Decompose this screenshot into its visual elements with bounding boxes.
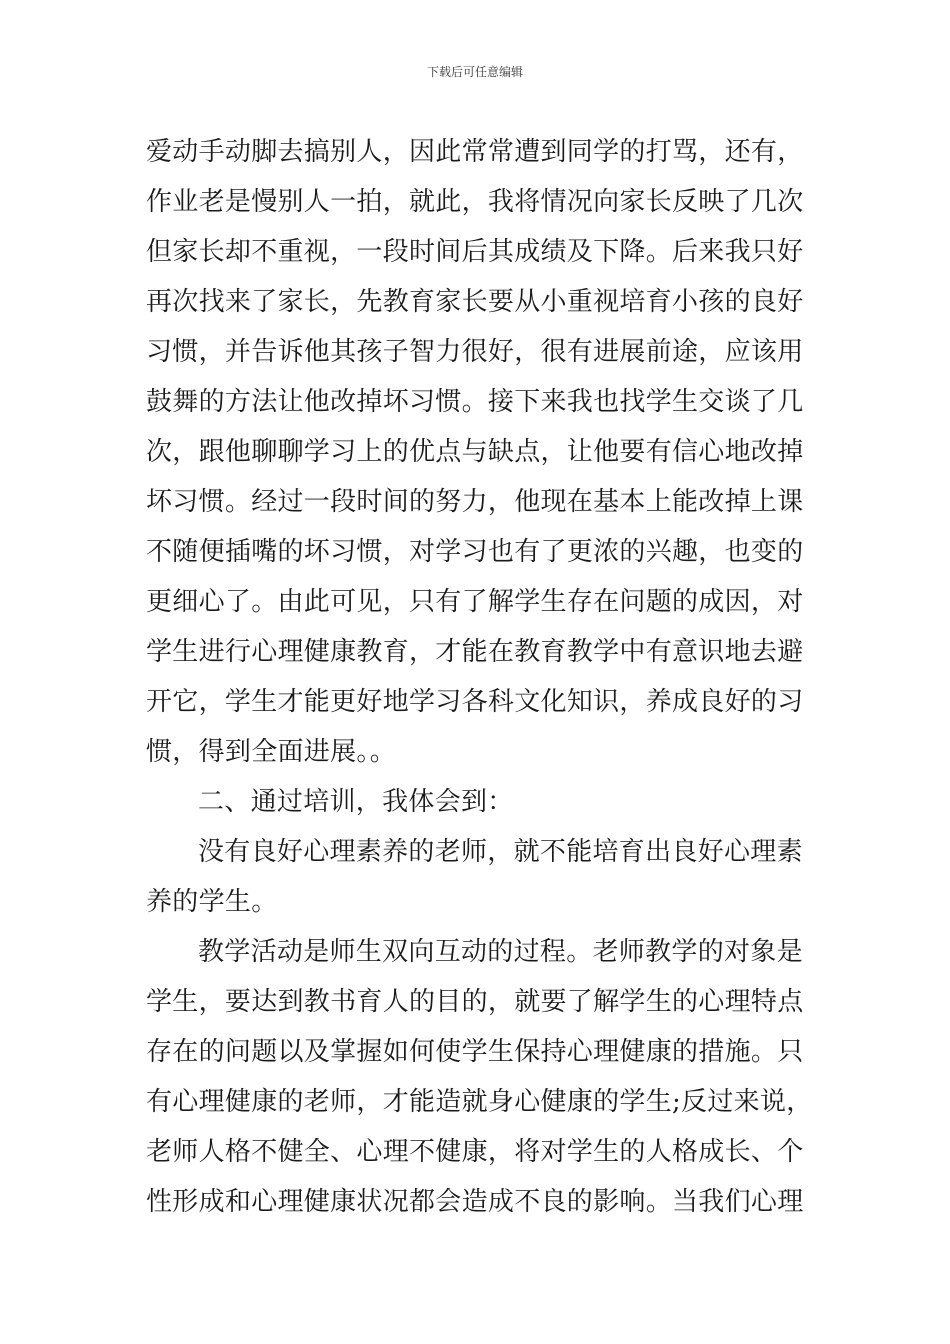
- text-line: 存在的问题以及掌握如何使学生保持心理健康的措施。只: [146, 1037, 804, 1067]
- text-line: 开它，学生才能更好地学习各科文化知识，养成良好的习: [146, 687, 804, 717]
- text-line: 次，跟他聊聊学习上的优点与缺点，让他要有信心地改掉: [146, 437, 804, 467]
- page-header: 下载后可任意编辑: [426, 65, 523, 79]
- text-line: 性形成和心理健康状况都会造成不良的影响。当我们心理: [146, 1187, 804, 1217]
- section-heading: 二、通过培训，我体会到：: [198, 787, 514, 817]
- paragraph-start-line: 没有良好心理素养的老师，就不能培育出良好心理素: [198, 837, 803, 867]
- text-line: 学生，要达到教书育人的目的，就要了解学生的心理特点: [146, 987, 804, 1017]
- text-line: 再次找来了家长，先教育家长要从小重视培育小孩的良好: [146, 287, 804, 317]
- text-line: 坏习惯。经过一段时间的努力，他现在基本上能改掉上课: [146, 487, 804, 517]
- text-line: 不随便插嘴的坏习惯，对学习也有了更浓的兴趣，也变的: [146, 537, 804, 567]
- text-line: 鼓舞的方法让他改掉坏习惯。接下来我也找学生交谈了几: [146, 387, 804, 417]
- text-line: 爱动手动脚去搞别人，因此常常遭到同学的打骂，还有，: [146, 137, 804, 167]
- document-body: [146, 127, 813, 1227]
- text-line: 养的学生。: [146, 887, 278, 917]
- text-line: 老师人格不健全、心理不健康，将对学生的人格成长、个: [146, 1137, 804, 1167]
- paragraph-start-line: 教学活动是师生双向互动的过程。老师教学的对象是: [198, 937, 803, 967]
- text-line: 习惯，并告诉他其孩子智力很好，很有进展前途，应该用: [146, 337, 804, 367]
- text-line: 学生进行心理健康教育，才能在教育教学中有意识地去避: [146, 637, 804, 667]
- text-line: 但家长却不重视，一段时间后其成绩及下降。后来我只好: [146, 237, 804, 267]
- text-line: 更细心了。由此可见，只有了解学生存在问题的成因，对: [146, 587, 804, 617]
- text-line: 惯，得到全面进展。。: [146, 737, 397, 767]
- text-line: 有心理健康的老师，才能造就身心健康的学生;反过来说，: [146, 1087, 813, 1117]
- text-line: 作业老是慢别人一拍，就此，我将情况向家长反映了几次: [146, 187, 804, 217]
